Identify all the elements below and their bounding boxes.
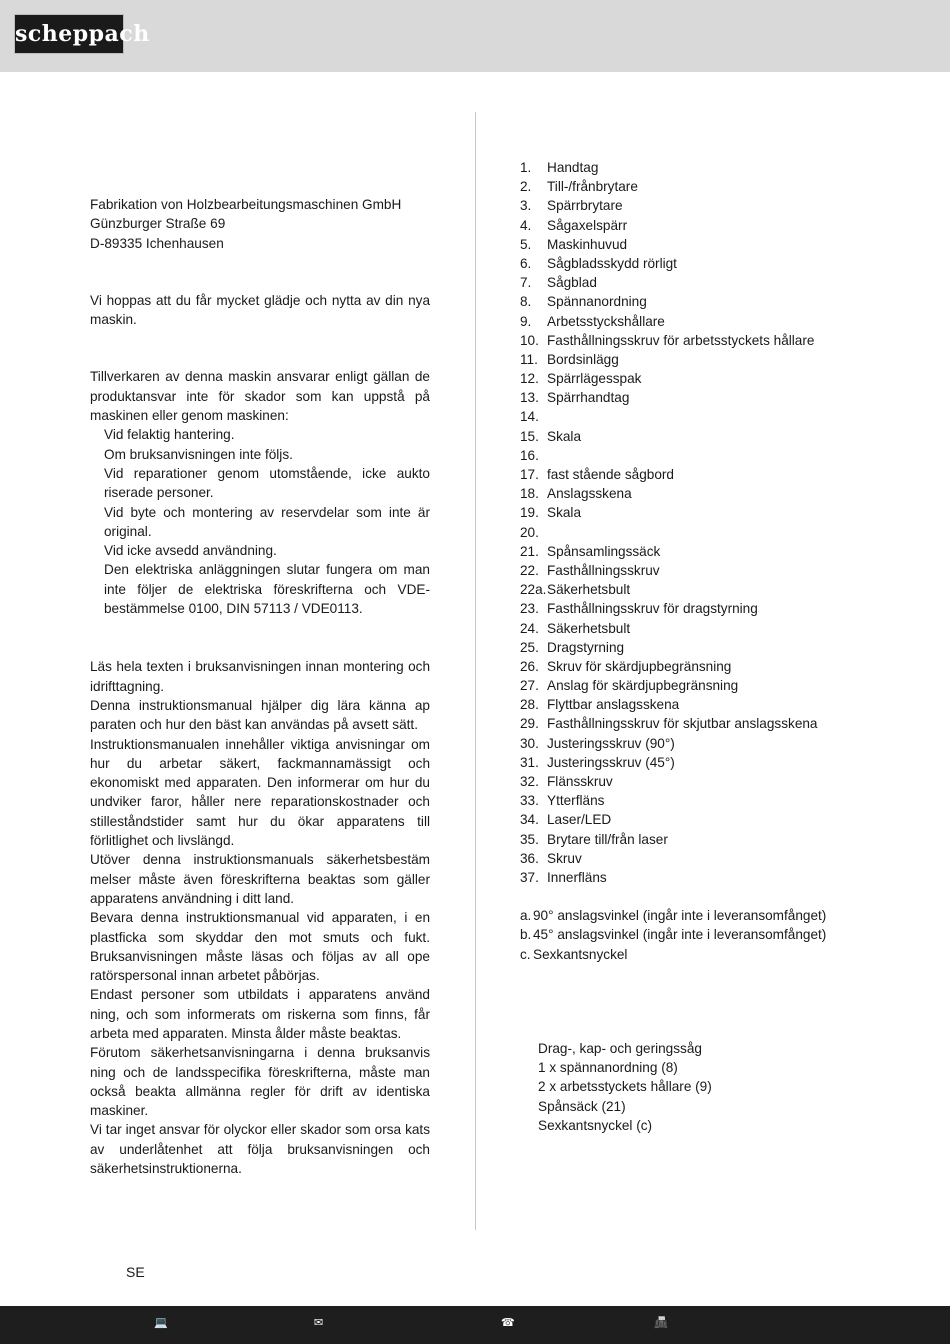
part-item-number: 36.	[520, 850, 539, 866]
part-item	[520, 446, 860, 465]
part-item	[520, 599, 860, 618]
computer-icon: 💻	[154, 1317, 168, 1329]
part-item-label: Maskinhuvud	[547, 236, 628, 252]
part-item	[520, 561, 860, 580]
part-item-label: Spärrlägesspak	[547, 371, 642, 387]
part-item-number: 21.	[520, 543, 539, 559]
part-item	[520, 350, 860, 369]
address-line: Günzburger Straße 69	[90, 216, 226, 232]
part-item-number: 12.	[520, 371, 539, 387]
part-item-label: Brytare till/från laser	[547, 831, 668, 847]
part-item-label: Fasthållningsskruv för arbetsstyckets hållare	[547, 332, 815, 348]
manual-paragraph: Vi tar inget ansvar för olyckor eller skador som orsa kats av underlåtenhet att följa bruksanvisningen och säkerhetsinstruktionerna.	[90, 1122, 430, 1177]
part-item-number: 25.	[520, 639, 539, 655]
part-item-number: 22.	[520, 562, 539, 578]
address-line: Fabrikation von Holzbearbeitungsmaschinen GmbH	[90, 197, 402, 212]
part-item-number: 32.	[520, 774, 539, 789]
manual-paragraph: Utöver denna instruktionsmanuals säkerhetsbestäm melser måste även föreskrifterna beaktas som gäller apparatens användning i ditt land.	[90, 852, 430, 906]
part-item	[520, 388, 860, 407]
part-item-label: Spånsamlingssäck	[547, 543, 661, 559]
liability-item: Vid reparationer genom utomstående, icke aukto riserade personer.	[104, 465, 430, 501]
liability-item: Om bruksanvisningen inte följs.	[104, 446, 293, 462]
part-item-number: 37.	[520, 869, 539, 885]
part-item	[520, 273, 860, 292]
part-item-label: Fasthållningsskruv för dragstyrning	[547, 601, 758, 617]
part-item-number: 33.	[520, 793, 539, 809]
part-item-number: 1.	[520, 160, 532, 175]
part-item-number: 23.	[520, 601, 539, 617]
part-item	[520, 427, 860, 446]
delivery-scope-list	[538, 1039, 712, 1135]
part-item-label: Dragstyrning	[547, 639, 625, 655]
left-column	[90, 195, 430, 1178]
part-item-label: Säkerhetsbult	[547, 620, 631, 636]
right-column	[520, 158, 860, 964]
part-item	[520, 657, 860, 676]
part-item	[520, 619, 860, 638]
part-item-number: 11.	[520, 351, 538, 367]
part-item-number: 17.	[520, 467, 539, 482]
part-item-label: Innerfläns	[547, 869, 607, 885]
accessory-item	[520, 906, 860, 925]
part-item	[520, 292, 860, 311]
part-item-number: 16.	[520, 447, 539, 463]
part-item-number: 10.	[520, 332, 539, 348]
part-item-label: Laser/LED	[547, 812, 612, 828]
liability-item: Vid felaktig hantering.	[104, 427, 235, 443]
part-item	[520, 312, 860, 331]
part-item-label: Skala	[547, 428, 582, 444]
part-item	[520, 369, 860, 388]
part-item-label: Säkerhetsbult	[547, 582, 631, 598]
accessory-item	[520, 945, 860, 964]
parts-list	[520, 158, 860, 887]
part-item-number: 13.	[520, 390, 539, 406]
part-item-number: 35.	[520, 831, 539, 847]
part-item-label: Fasthållningsskruv	[547, 562, 660, 578]
part-item-label: Sågbladsskydd rörligt	[547, 255, 677, 271]
column-divider	[475, 112, 476, 1230]
accessory-item-label: Sexkantsnyckel	[533, 946, 628, 962]
part-item-label: Skruv för skärdjupbegränsning	[547, 658, 732, 674]
part-item	[520, 791, 860, 810]
part-item-number: 3.	[520, 198, 532, 214]
liability-item: Vid byte och montering av reservdelar som inte är original.	[104, 504, 430, 539]
part-item-number: 7.	[520, 275, 532, 291]
part-item-number: 29.	[520, 716, 539, 732]
part-item-label: Sågblad	[547, 275, 597, 291]
accessory-item-number: c.	[520, 946, 531, 962]
part-item	[520, 810, 860, 829]
accessory-item-number: a.	[520, 908, 532, 924]
part-item-number: 18.	[520, 486, 539, 502]
part-item-number: 28.	[520, 697, 539, 713]
part-item-label: fast stående sågbord	[547, 467, 674, 482]
manual-paragraph: Denna instruktionsmanual hjälper dig lära känna ap paraten och hur den bäst kan användas på avsett sätt.	[90, 697, 430, 733]
accessory-item-label: 45° anslagsvinkel (ingår inte i leveransomfånget)	[533, 927, 827, 943]
manual-paragraph: Läs hela texten i bruksanvisningen innan montering och idrifttagning.	[90, 659, 430, 694]
part-item	[520, 638, 860, 657]
delivery-item: 2 x arbetsstyckets hållare (9)	[538, 1079, 712, 1095]
intro-paragraph: Vi hoppas att du får mycket glädje och nytta av din nya maskin.	[90, 292, 430, 328]
address-line: D-89335 Ichenhausen	[90, 235, 224, 251]
part-item	[520, 407, 860, 426]
part-item-number: 19.	[520, 505, 539, 521]
accessory-item-label: 90° anslagsvinkel (ingår inte i leveransomfånget)	[533, 908, 827, 924]
part-item-label: Justeringsskruv (45°)	[547, 754, 675, 770]
part-item	[520, 196, 860, 215]
part-item-label: Ytterfläns	[547, 793, 605, 809]
fax-icon: 📠	[654, 1317, 668, 1329]
part-item-number: 34.	[520, 812, 539, 828]
liability-item: Vid icke avsedd användning.	[104, 543, 277, 559]
part-item	[520, 868, 860, 887]
mail-icon: ✉	[314, 1317, 324, 1329]
part-item	[520, 734, 860, 753]
manual-paragraph: Instruktionsmanualen innehåller viktiga anvisningar om hur du arbetar säkert, fackmannamässigt och ekonomiskt med apparaten. Den informerar om hur du undviker faror, håller nere reparationskostnader och stilleståndstider samt hur du ökar apparatens till förlitlighet och livslängd.	[90, 736, 430, 849]
manual-paragraph: Endast personer som utbildats i apparatens använd ning, och som informerats om riskerna som finns, får arbeta med apparaten. Minsta ålder måste beaktas.	[90, 987, 430, 1041]
part-item	[520, 830, 860, 849]
part-item-label: Spärrhandtag	[547, 390, 630, 406]
delivery-item: Drag-, kap- och geringssåg	[538, 1041, 702, 1056]
part-item-label: Skruv	[547, 850, 582, 866]
part-item-label: Justeringsskruv (90°)	[547, 735, 675, 751]
part-item-label: Anslagsskena	[547, 486, 632, 502]
part-item-label: Till-/frånbrytare	[547, 179, 638, 195]
language-code: SE	[126, 1264, 145, 1280]
part-item	[520, 753, 860, 772]
part-item-label: Arbetsstyckshållare	[547, 313, 665, 329]
part-item-number: 5.	[520, 236, 532, 252]
part-item-label: Spännanordning	[547, 294, 647, 310]
manual-paragraph: Förutom säkerhetsanvisningarna i denna bruksanvis ning och de landsspecifika föreskrifterna, måste man också beakta allmänna regler för drift av identiska maskiner.	[90, 1045, 430, 1119]
part-item-label: Sågaxelspärr	[547, 217, 628, 233]
delivery-item: Sexkantsnyckel (c)	[538, 1117, 653, 1133]
part-item	[520, 676, 860, 695]
header-band	[0, 0, 950, 72]
part-item	[520, 503, 860, 522]
part-item	[520, 484, 860, 503]
liability-paragraph: Tillverkaren av denna maskin ansvarar enligt gällan de produktansvar inte för skador som kan uppstå på maskinen eller genom maskinen:	[90, 369, 430, 424]
liability-item: Den elektriska anläggningen slutar fungera om man inte följer de elektriska föreskrifterna och VDE-bestämmelse 0100, DIN 57113 / VDE0113.	[104, 562, 430, 617]
part-item-number: 27.	[520, 678, 539, 694]
part-item-number: 24.	[520, 620, 539, 636]
delivery-item: Spånsäck (21)	[538, 1098, 626, 1114]
part-item	[520, 235, 860, 254]
part-item	[520, 158, 860, 177]
delivery-item: 1 x spännanordning (8)	[538, 1060, 678, 1076]
part-item	[520, 177, 860, 196]
part-item-label: Spärrbrytare	[547, 198, 623, 214]
part-item	[520, 523, 860, 542]
part-item-number: 26.	[520, 658, 539, 674]
part-item-label: Anslag för skärdjupbegränsning	[547, 678, 739, 694]
part-item-number: 14.	[520, 409, 539, 425]
part-item	[520, 714, 860, 733]
accessories-list	[520, 906, 860, 964]
accessory-item	[520, 925, 860, 944]
part-item-number: 30.	[520, 735, 539, 751]
phone-icon: ☎	[501, 1317, 515, 1329]
part-item	[520, 695, 860, 714]
part-item	[520, 542, 860, 561]
part-item-number: 6.	[520, 255, 532, 271]
manual-paragraph: Bevara denna instruktionsmanual vid apparaten, i en plastficka som skyddar den mot smuts och fukt. Bruksanvisningen måste läsas och följas av all ope ratörspersonal innan arbetet påbörjas.	[90, 910, 430, 984]
part-item-label: Fasthållningsskruv för skjutbar anslagsskena	[547, 716, 818, 732]
liability-list	[90, 425, 430, 618]
part-item-label: Flänsskruv	[547, 774, 613, 789]
part-item-number: 8.	[520, 294, 532, 310]
part-item-number: 2.	[520, 179, 532, 195]
part-item-number: 20.	[520, 524, 539, 540]
part-item	[520, 580, 860, 599]
footer-bar	[0, 1306, 950, 1344]
part-item-label: Handtag	[547, 160, 599, 175]
part-item-number: 9.	[520, 313, 532, 329]
accessory-item-number: b.	[520, 927, 532, 943]
part-item-label: Flyttbar anslagsskena	[547, 697, 680, 713]
part-item	[520, 254, 860, 273]
part-item-label: Skala	[547, 505, 582, 521]
part-item-number: 4.	[520, 217, 532, 233]
part-item-label: Bordsinlägg	[547, 351, 619, 367]
part-item	[520, 849, 860, 868]
part-item	[520, 465, 860, 484]
part-item-number: 15.	[520, 428, 539, 444]
part-item-number: 31.	[520, 754, 539, 770]
scheppach-logo: scheppach	[14, 14, 124, 54]
part-item	[520, 772, 860, 791]
part-item	[520, 216, 860, 235]
part-item-number: 22a.	[520, 582, 547, 598]
part-item	[520, 331, 860, 350]
